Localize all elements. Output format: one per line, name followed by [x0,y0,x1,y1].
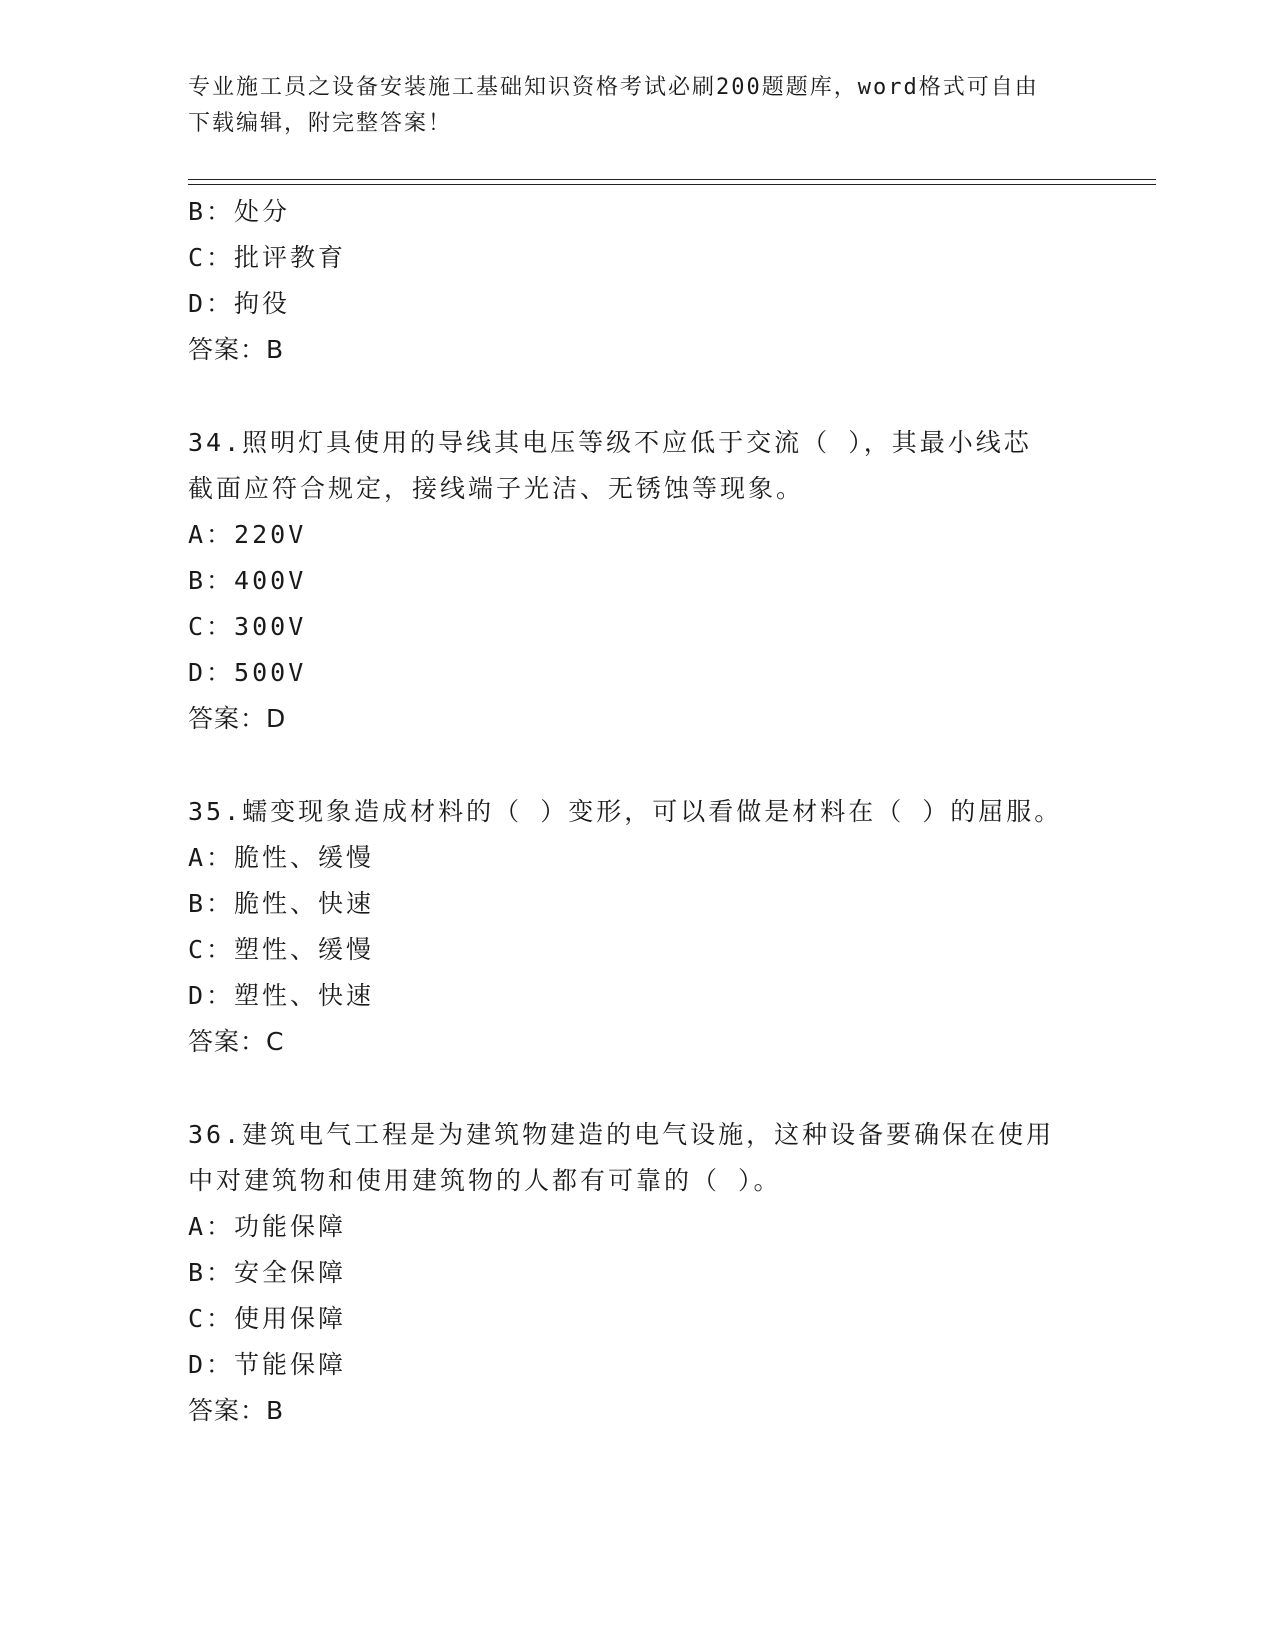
spacer [188,1065,1088,1112]
option-a: A：脆性、缓慢 [188,843,375,872]
option-c: C：塑性、缓慢 [188,935,375,964]
option-b: B：处分 [188,197,291,226]
answer-line: 答案：C [188,1027,285,1056]
question-34 [188,420,1088,742]
option-a: A：220V [188,520,307,549]
question-33-continued [188,189,1088,373]
question-stem-line: 35.蠕变现象造成材料的（ ）变形，可以看做是材料在（ ）的屈服。 [188,797,1063,826]
option-b: B：脆性、快速 [188,889,375,918]
header-rule-top [188,179,1156,180]
question-list [188,189,1088,1434]
option-d: D：节能保障 [188,1350,347,1379]
option-d: D：塑性、快速 [188,981,375,1010]
question-36 [188,1112,1088,1434]
answer-line: 答案：D [188,704,287,733]
option-a: A：功能保障 [188,1212,347,1241]
option-d: D：拘役 [188,289,291,318]
option-b: B：400V [188,566,307,595]
header-line-1: 专业施工员之设备安装施工基础知识资格考试必刷200题题库，word格式可自由 [188,75,1039,100]
spacer [188,373,1088,420]
question-stem-line: 36.建筑电气工程是为建筑物建造的电气设施，这种设备要确保在使用 [188,1120,1055,1149]
question-35 [188,789,1088,1065]
spacer [188,742,1088,789]
answer-line: 答案：B [188,1396,285,1425]
header-line-2: 下载编辑，附完整答案！ [188,111,453,136]
option-c: C：使用保障 [188,1304,347,1333]
answer-line: 答案：B [188,335,285,364]
question-stem-line: 中对建筑物和使用建筑物的人都有可靠的（ ）。 [188,1166,782,1195]
option-d: D：500V [188,658,307,687]
option-c: C：300V [188,612,307,641]
question-stem-line: 截面应符合规定，接线端子光洁、无锈蚀等现象。 [188,474,805,503]
document-header [188,70,1088,142]
question-stem-line: 34.照明灯具使用的导线其电压等级不应低于交流（ ），其最小线芯 [188,428,1032,457]
header-rule-bottom [188,184,1156,185]
option-b: B：安全保障 [188,1258,347,1287]
option-c: C：批评教育 [188,243,347,272]
